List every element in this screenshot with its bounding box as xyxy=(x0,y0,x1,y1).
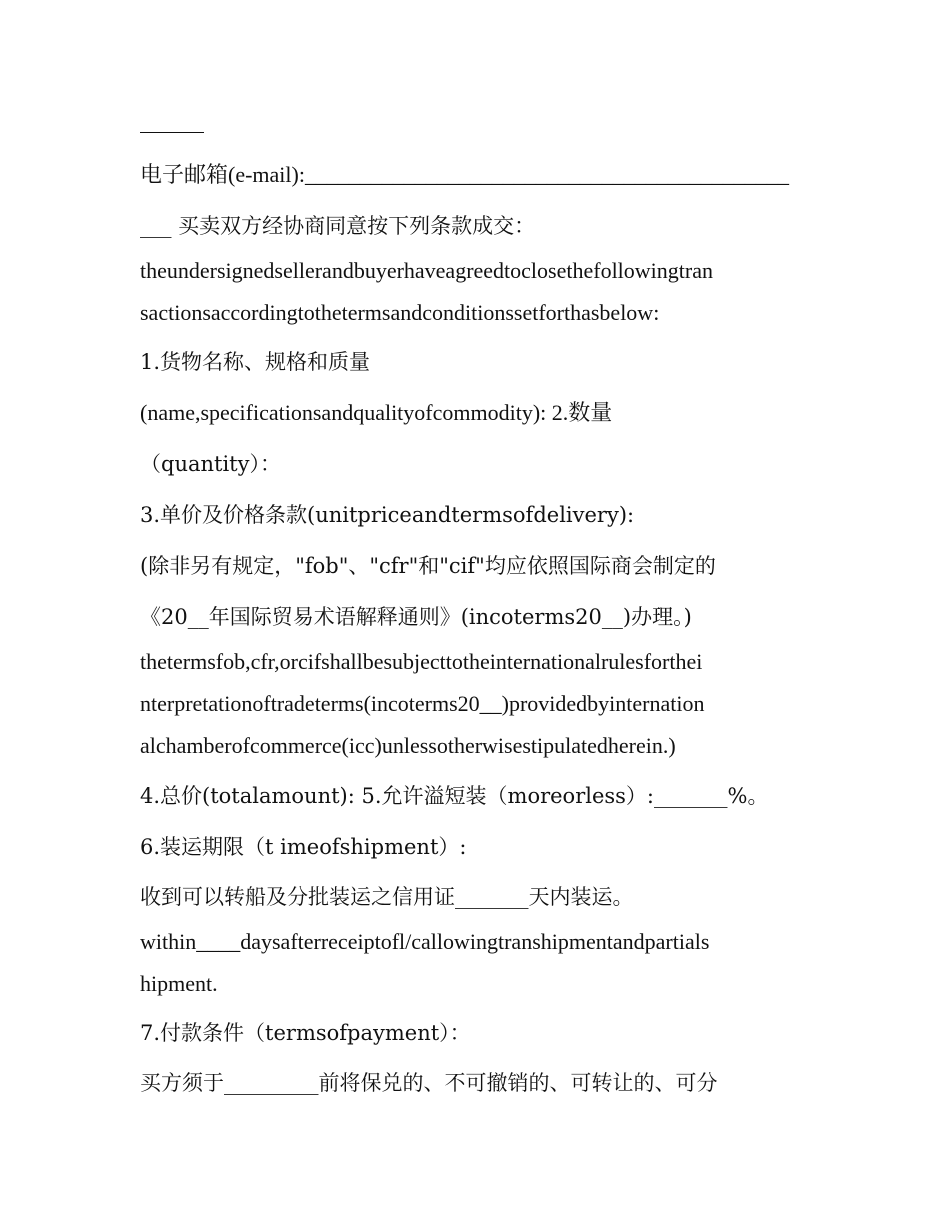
agreement-intro-en-2: sactionsaccordingtothetermsandconditionssetforthasbelow: xyxy=(140,300,660,325)
clause-6-heading: 6.装运期限（t imeofshipment）: xyxy=(140,835,467,859)
clause-7-cn: 买方须于_________前将保兑的、不可撤销的、可转让的、可分 xyxy=(140,1071,718,1095)
clause-6-en-1: within____daysafterreceiptofl/callowingtranshipmentandpartials xyxy=(140,929,710,954)
clause-3-note-en-3: alchamberofcommerce(icc)unlessotherwisestipulatedherein.) xyxy=(140,733,676,758)
top-rule-line xyxy=(140,132,204,133)
clause-2-quantity: （quantity）： xyxy=(140,452,281,476)
agreement-intro-cn: ___ 买卖双方经协商同意按下列条款成交： xyxy=(140,214,536,238)
clause-3-note-cn-2: 《20__年国际贸易术语解释通则》(incoterms20__)办理。) xyxy=(140,605,692,629)
clause-4-5-line: 4.总价(totalamount): 5.允许溢短装（moreorless）:_______%。 xyxy=(140,784,769,808)
agreement-intro-en-1: theundersignedsellerandbuyerhaveagreedtoclosethefollowingtran xyxy=(140,258,713,283)
clause-1-2-line: (name,specificationsandqualityofcommodity): 2.数量 xyxy=(140,400,613,425)
clause-3-note-en-2: nterpretationoftradeterms(incoterms20__)providedbyinternation xyxy=(140,691,705,716)
clause-7-heading: 7.付款条件（termsofpayment）： xyxy=(140,1021,471,1045)
clause-1-heading: 1.货物名称、规格和质量 xyxy=(140,350,371,374)
email-line: 电子邮箱(e-mail):____________________________________________ xyxy=(140,162,789,187)
clause-3-heading: 3.单价及价格条款(unitpriceandtermsofdelivery): xyxy=(140,503,635,527)
clause-6-cn: 收到可以转船及分批装运之信用证_______天内装运。 xyxy=(140,885,634,909)
clause-6-en-2: hipment. xyxy=(140,971,218,996)
clause-3-note-cn-1: (除非另有规定，"fob"、"cfr"和"cif"均应依照国际商会制定的 xyxy=(140,554,716,578)
clause-3-note-en-1: thetermsfob,cfr,orcifshallbesubjecttotheinternationalrulesforthei xyxy=(140,649,703,674)
